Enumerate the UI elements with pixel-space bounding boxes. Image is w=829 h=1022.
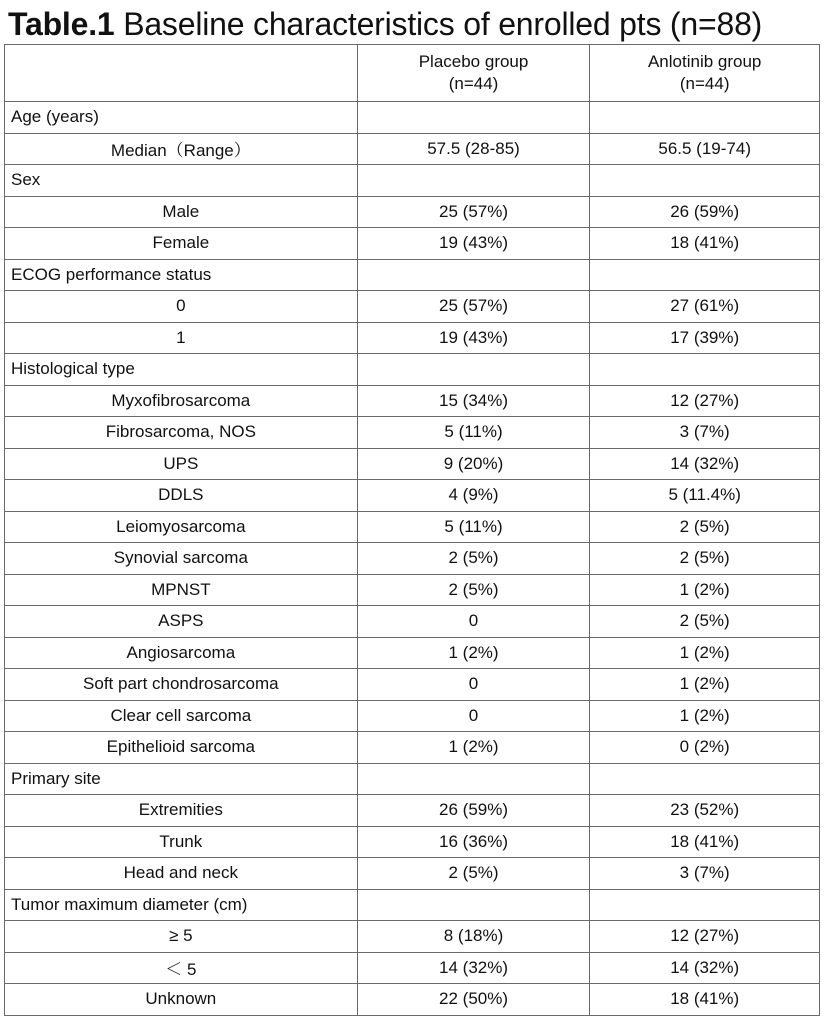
placebo-value: 8 (18%) <box>357 921 590 953</box>
placebo-value: 25 (57%) <box>357 291 590 323</box>
placebo-value: 14 (32%) <box>357 952 590 984</box>
empty-placebo-cell <box>357 354 590 386</box>
table-caption: Baseline characteristics of enrolled pts (n=88) <box>114 6 763 42</box>
placebo-value: 5 (11%) <box>357 417 590 449</box>
table-row <box>5 228 820 260</box>
table-row <box>5 795 820 827</box>
table-row <box>5 574 820 606</box>
row-label: Myxofibrosarcoma <box>5 385 358 417</box>
placebo-value: 26 (59%) <box>357 795 590 827</box>
placebo-value: 16 (36%) <box>357 826 590 858</box>
anlotinib-group-label: Anlotinib group <box>647 52 762 71</box>
anlotinib-value: 12 (27%) <box>590 385 820 417</box>
anlotinib-value: 17 (39%) <box>590 322 820 354</box>
empty-placebo-cell <box>357 889 590 921</box>
row-label: 0 <box>5 291 358 323</box>
placebo-value: 1 (2%) <box>357 732 590 764</box>
empty-placebo-cell <box>357 165 590 197</box>
table-row <box>5 291 820 323</box>
anlotinib-value: 2 (5%) <box>590 511 820 543</box>
empty-anlotinib-cell <box>590 763 820 795</box>
anlotinib-value: 14 (32%) <box>590 952 820 984</box>
row-label: ≥ 5 <box>5 921 358 953</box>
anlotinib-value: 18 (41%) <box>590 228 820 260</box>
category-row <box>5 102 820 134</box>
empty-placebo-cell <box>357 763 590 795</box>
anlotinib-value: 18 (41%) <box>590 826 820 858</box>
table-row <box>5 448 820 480</box>
anlotinib-value: 1 (2%) <box>590 574 820 606</box>
anlotinib-value: 3 (7%) <box>590 858 820 890</box>
placebo-value: 0 <box>357 606 590 638</box>
header-row <box>5 45 820 102</box>
anlotinib-value: 1 (2%) <box>590 669 820 701</box>
anlotinib-value: 5 (11.4%) <box>590 480 820 512</box>
row-label: ＜ 5 <box>5 952 358 984</box>
category-label: Histological type <box>5 354 358 386</box>
empty-placebo-cell <box>357 259 590 291</box>
row-label: Female <box>5 228 358 260</box>
row-label: Clear cell sarcoma <box>5 700 358 732</box>
row-label: Epithelioid sarcoma <box>5 732 358 764</box>
category-label: ECOG performance status <box>5 259 358 291</box>
row-label: Soft part chondrosarcoma <box>5 669 358 701</box>
row-label: Leiomyosarcoma <box>5 511 358 543</box>
row-label: Trunk <box>5 826 358 858</box>
placebo-value: 0 <box>357 700 590 732</box>
placebo-value: 22 (50%) <box>357 984 590 1016</box>
empty-anlotinib-cell <box>590 889 820 921</box>
table-row <box>5 826 820 858</box>
row-label: Fibrosarcoma, NOS <box>5 417 358 449</box>
row-label: Male <box>5 196 358 228</box>
header-placebo-group <box>357 45 590 102</box>
placebo-value: 2 (5%) <box>357 574 590 606</box>
anlotinib-value: 23 (52%) <box>590 795 820 827</box>
anlotinib-value: 14 (32%) <box>590 448 820 480</box>
table-row <box>5 700 820 732</box>
row-label: Angiosarcoma <box>5 637 358 669</box>
row-label: Synovial sarcoma <box>5 543 358 575</box>
table-row <box>5 984 820 1016</box>
placebo-value: 0 <box>357 669 590 701</box>
anlotinib-value: 1 (2%) <box>590 637 820 669</box>
anlotinib-value: 18 (41%) <box>590 984 820 1016</box>
category-label: Tumor maximum diameter (cm) <box>5 889 358 921</box>
anlotinib-value: 26 (59%) <box>590 196 820 228</box>
table-body <box>5 102 820 1016</box>
placebo-value: 1 (2%) <box>357 637 590 669</box>
table-row <box>5 669 820 701</box>
header-blank-cell <box>5 45 358 102</box>
empty-anlotinib-cell <box>590 259 820 291</box>
category-label: Primary site <box>5 763 358 795</box>
table-row <box>5 952 820 984</box>
placebo-value: 19 (43%) <box>357 322 590 354</box>
table-row <box>5 385 820 417</box>
category-row <box>5 165 820 197</box>
table-row <box>5 133 820 165</box>
anlotinib-group-n: (n=44) <box>679 74 730 93</box>
row-label: 1 <box>5 322 358 354</box>
placebo-value: 9 (20%) <box>357 448 590 480</box>
table-row <box>5 511 820 543</box>
anlotinib-value: 27 (61%) <box>590 291 820 323</box>
empty-anlotinib-cell <box>590 165 820 197</box>
table-row <box>5 480 820 512</box>
table-row <box>5 732 820 764</box>
placebo-value: 57.5 (28-85) <box>357 133 590 165</box>
row-label: Median（Range） <box>5 133 358 165</box>
category-label: Sex <box>5 165 358 197</box>
table-row <box>5 543 820 575</box>
row-label: MPNST <box>5 574 358 606</box>
placebo-value: 2 (5%) <box>357 858 590 890</box>
placebo-value: 5 (11%) <box>357 511 590 543</box>
header-anlotinib-group <box>590 45 820 102</box>
placebo-value: 2 (5%) <box>357 543 590 575</box>
row-label: Extremities <box>5 795 358 827</box>
row-label: UPS <box>5 448 358 480</box>
empty-anlotinib-cell <box>590 102 820 134</box>
category-row <box>5 354 820 386</box>
table-title <box>8 4 762 44</box>
anlotinib-value: 3 (7%) <box>590 417 820 449</box>
anlotinib-value: 56.5 (19-74) <box>590 133 820 165</box>
placebo-group-n: (n=44) <box>448 74 499 93</box>
table-row <box>5 921 820 953</box>
placebo-value: 15 (34%) <box>357 385 590 417</box>
table-row <box>5 858 820 890</box>
empty-placebo-cell <box>357 102 590 134</box>
anlotinib-value: 1 (2%) <box>590 700 820 732</box>
table-row <box>5 417 820 449</box>
row-label: ASPS <box>5 606 358 638</box>
table-number: Table.1 <box>8 6 115 42</box>
anlotinib-value: 12 (27%) <box>590 921 820 953</box>
category-row <box>5 763 820 795</box>
placebo-value: 25 (57%) <box>357 196 590 228</box>
table-row <box>5 196 820 228</box>
anlotinib-value: 2 (5%) <box>590 606 820 638</box>
baseline-characteristics-table <box>4 44 820 1016</box>
anlotinib-value: 2 (5%) <box>590 543 820 575</box>
category-label: Age (years) <box>5 102 358 134</box>
placebo-group-label: Placebo group <box>418 52 529 71</box>
empty-anlotinib-cell <box>590 354 820 386</box>
row-label: DDLS <box>5 480 358 512</box>
table-row <box>5 322 820 354</box>
table-row <box>5 606 820 638</box>
placebo-value: 19 (43%) <box>357 228 590 260</box>
row-label: Unknown <box>5 984 358 1016</box>
category-row <box>5 259 820 291</box>
anlotinib-value: 0 (2%) <box>590 732 820 764</box>
row-label: Head and neck <box>5 858 358 890</box>
placebo-value: 4 (9%) <box>357 480 590 512</box>
table-row <box>5 637 820 669</box>
category-row <box>5 889 820 921</box>
